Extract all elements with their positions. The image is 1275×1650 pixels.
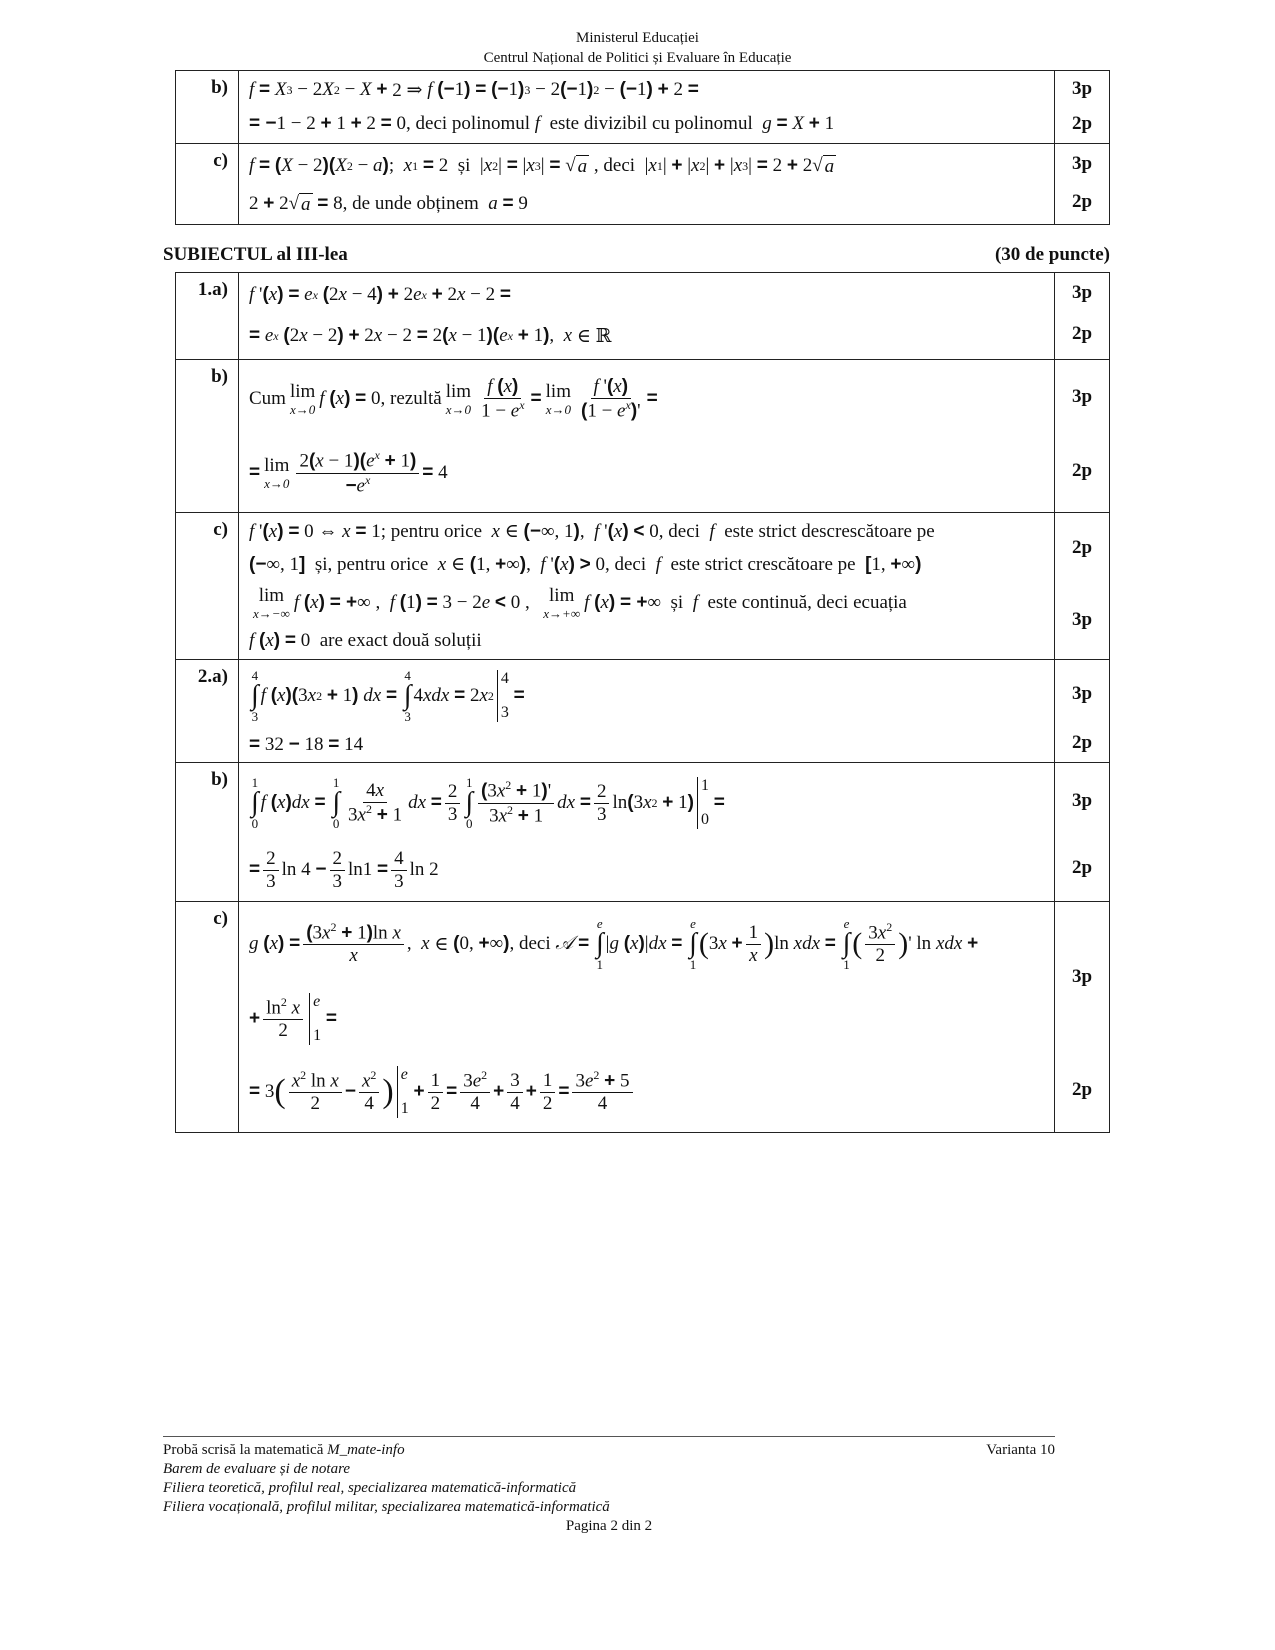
table-row xyxy=(176,513,1110,660)
row-points: 3p 2p xyxy=(1055,902,1110,1133)
row-solution: 1 ∫ 0 f ( x ) dx = 1 ∫ 0 $\frac{4x}{3x^2 + 1}$ dx = $\frac{2}{3}$ 1 ∫ 0 $\frac{(3x^2 + 1)'}{3x^2 + 1}$ dx = $\frac{2}{3}$ ln ( 3 x 2 + 1 ) 1 0 = = $\frac{2}{3}$ ln 4 − $\frac{2}{3}$ ln1 = $\frac{4}{3}$ ln 2 xyxy=(239,763,1055,902)
footer-line2: Barem de evaluare și de notare xyxy=(163,1461,351,1477)
row-label: 1.a) xyxy=(176,273,239,360)
row-label: c) xyxy=(176,144,239,225)
row-label: b) xyxy=(176,71,239,144)
table-row xyxy=(176,273,1110,360)
table-row xyxy=(176,144,1110,225)
section-title: SUBIECTUL al III-lea xyxy=(163,244,348,265)
footer-line3: Filiera teoretică, profilul real, specializarea matematică-informatică xyxy=(163,1480,577,1496)
row-points: 3p 2p xyxy=(1055,763,1110,902)
row-solution: f ' ( x ) = e x ( 2 x − 4 ) + 2 e x + 2 x − 2 = = e x ( 2 x − 2 ) + 2 x − 2 = 2 ( x − 1 )( e x + 1 ) , x ∈ ℝ xyxy=(239,273,1055,360)
row-solution: Cum lim x→0 f ( x ) = 0 , rezultă lim x→0 $\frac{f (x)}{1 - e^x}$ = lim x→0 $\frac{f '(x)}{(1 - e^x)'}$ = = lim x→0 $\frac{2(x - 1)(e^x + 1)}{-e^x}$ = 4 xyxy=(239,360,1055,513)
section-heading xyxy=(163,244,1110,266)
header-ministry: Ministerul Educației xyxy=(576,30,699,46)
row-solution: g ( x ) = $\frac{(3x^2 + 1)\ln x}{x}$ , x ∈ ( 0, + ∞ ) , deci 𝒜 = e ∫ 1 | g ( x ) | dx = e ∫ 1 ( 3 x + $\frac{1}{x}$ ) ln xdx = e ∫ 1 ( $\frac{3x^2}{2}$ ) ' ln xdx + + $\frac{\ln^2 x}{2}$ e 1 = = 3 ( $\frac{x^2 \ln x}{2}$ − $\frac{x^2}{4}$ ) e 1 + $\frac{1}{2}$ = $\frac{3e^2}{4}$ + $\frac{3}{4}$ + $\frac{1}{2}$ = $\frac{3e^2 + 5}{4}$ xyxy=(239,902,1055,1133)
row-solution: f ' ( x ) = 0 ⇔ x = 1 ; pentru orice x ∈ (− ∞, 1 ) , f ' ( x ) < 0 , deci f este strict descrescătoare pe (− ∞, 1 ] și, pentru orice x ∈ ( 1, + ∞ ) , f ' ( x ) > 0 , deci f este strict crescătoare pe [ 1, + ∞ ) lim x→−∞ f ( x ) = + ∞ , f ( 1 ) = 3 − 2 e < 0 , lim x→+∞ f ( x ) = + ∞ și f este continuă, deci ecuația f ( x ) = 0 are exact două soluții xyxy=(239,513,1055,660)
table-row xyxy=(176,660,1110,763)
row-solution: f = X 3 − 2 X 2 − X + 2 ⇒ f (− 1 ) = (− 1 ) 3 − 2 (− 1 ) 2 − (− 1 ) + 2 = = − 1 − 2 + 1 + 2 = 0 , deci polinomul f este divizibil cu polinomul g = X + 1 xyxy=(239,71,1055,144)
subiect3-table xyxy=(175,272,1110,1133)
subiect2-table xyxy=(175,70,1110,225)
table-row xyxy=(176,902,1110,1133)
row-label: c) xyxy=(176,902,239,1133)
page-footer xyxy=(163,1436,1055,1536)
page-header xyxy=(0,28,1275,68)
row-label: c) xyxy=(176,513,239,660)
header-center: Centrul Național de Politici și Evaluare în Educație xyxy=(483,50,792,66)
row-points: 3p 2p xyxy=(1055,273,1110,360)
footer-page-number: Pagina 2 din 2 xyxy=(565,1518,653,1534)
row-points: 3p 2p xyxy=(1055,71,1110,144)
row-points: 3p 2p xyxy=(1055,360,1110,513)
row-label: b) xyxy=(176,360,239,513)
footer-line4: Filiera vocațională, profilul militar, specializarea matematică-informatică xyxy=(163,1499,610,1515)
row-points: 2p 3p xyxy=(1055,513,1110,660)
row-solution: 4 ∫ 3 f ( x )( 3 x 2 + 1 ) dx = 4 ∫ 3 4 xdx = 2 x 2 4 3 = = 32 − 18 = 14 xyxy=(239,660,1055,763)
table-row xyxy=(176,360,1110,513)
row-points: 3p 2p xyxy=(1055,660,1110,763)
row-points: 3p 2p xyxy=(1055,144,1110,225)
row-solution: f = ( X − 2 )( X 2 − a ) ; x 1 = 2 și | x 2 | = | x 3 | = √ a , deci | x 1 | + | x 2 | + | x 3 | = 2 + 2√ a 2 + 2√ a = 8 , de unde obținem a = 9 xyxy=(239,144,1055,225)
footer-varianta: Varianta 10 xyxy=(986,1442,1055,1458)
section-points: (30 de puncte) xyxy=(994,244,1110,265)
table-row xyxy=(176,763,1110,902)
row-label: 2.a) xyxy=(176,660,239,763)
row-label: b) xyxy=(176,763,239,902)
table-row xyxy=(176,71,1110,144)
footer-line1: Probă scrisă la matematică M_mate-info xyxy=(163,1442,405,1458)
